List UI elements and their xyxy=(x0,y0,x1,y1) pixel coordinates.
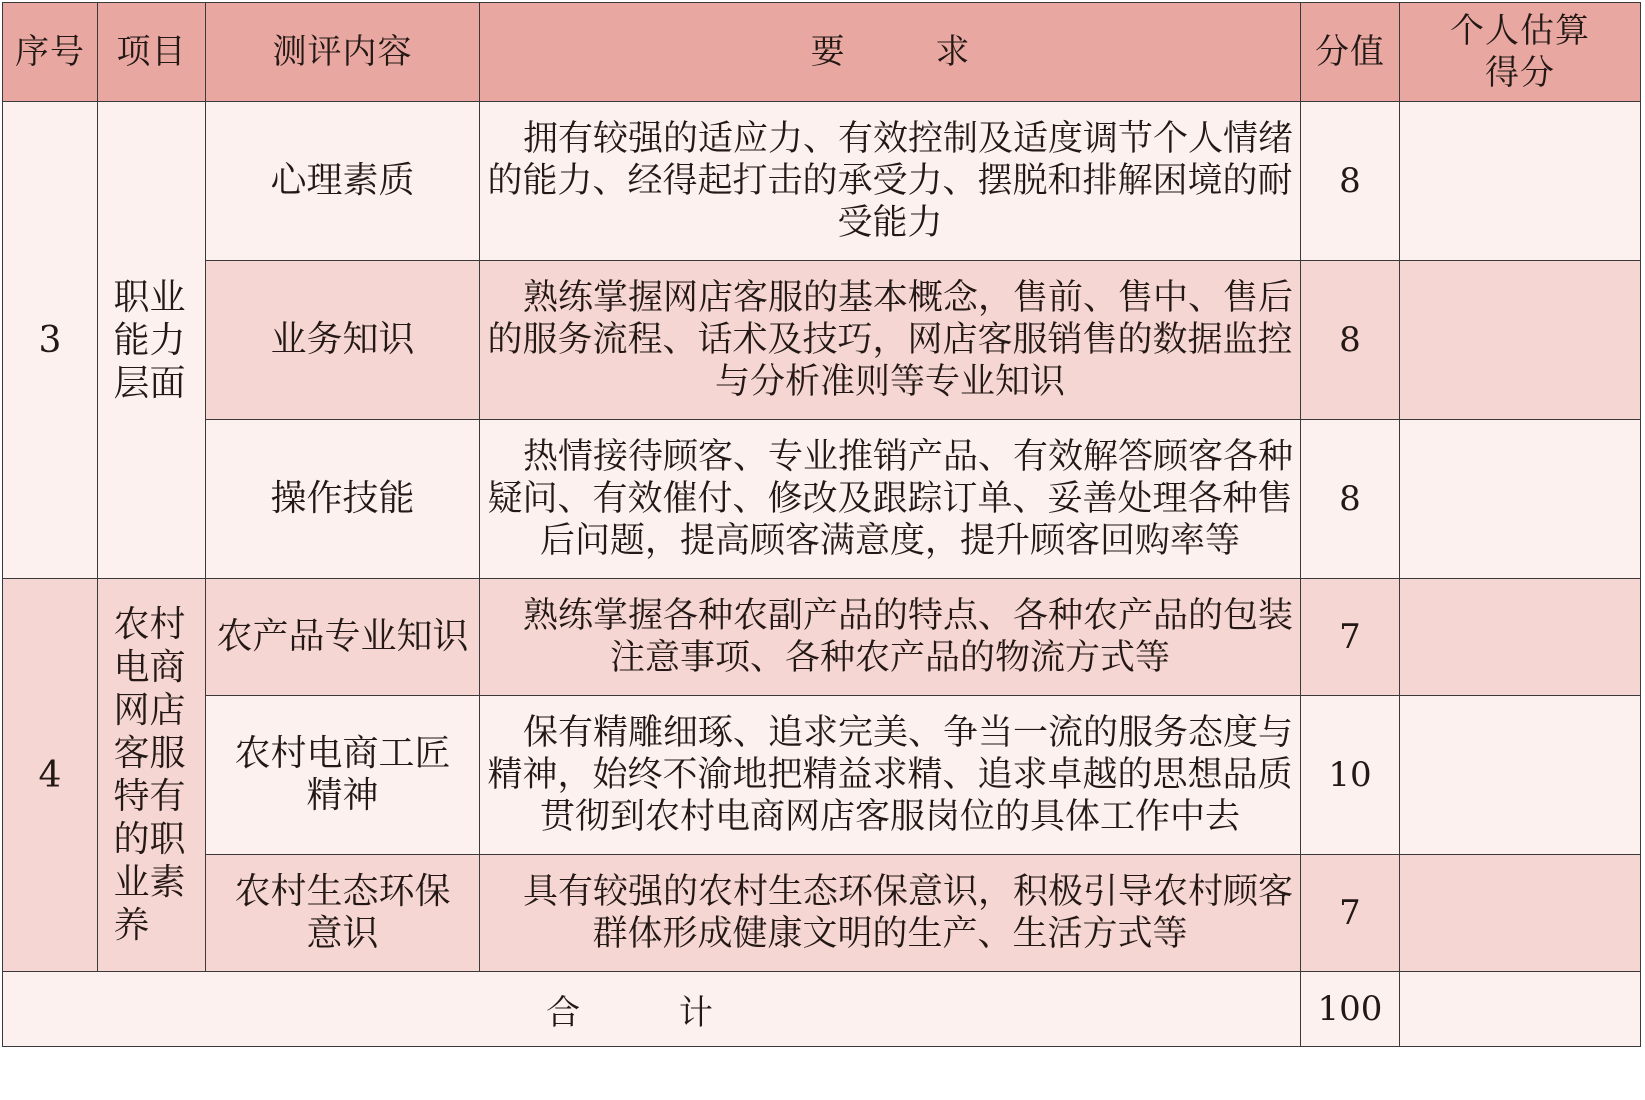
header-seq: 序号 xyxy=(3,3,98,102)
header-topic: 测评内容 xyxy=(206,3,480,102)
requirement-cell: 具有较强的农村生态环保意识，积极引导农村顾客群体形成健康文明的生产、生活方式等 xyxy=(480,855,1301,972)
estimate-cell[interactable] xyxy=(1400,102,1641,261)
total-row xyxy=(3,972,1641,1047)
header-score: 分值 xyxy=(1301,3,1400,102)
estimate-cell[interactable] xyxy=(1400,855,1641,972)
total-score: 100 xyxy=(1301,972,1400,1047)
topic-cell: 业务知识 xyxy=(206,261,480,420)
score-cell: 8 xyxy=(1301,261,1400,420)
group-item: 农村电商网店客服特有的职业素养 xyxy=(98,579,206,972)
total-label: 合 计 xyxy=(3,972,1301,1047)
group-seq: 4 xyxy=(3,579,98,972)
requirement-cell: 拥有较强的适应力、有效控制及适度调节个人情绪的能力、经得起打击的承受力、摆脱和排解困境的耐受能力 xyxy=(480,102,1301,261)
estimate-cell[interactable] xyxy=(1400,261,1641,420)
table-row xyxy=(3,579,1641,696)
requirement-cell: 保有精雕细琢、追求完美、争当一流的服务态度与精神，始终不渝地把精益求精、追求卓越的思想品质贯彻到农村电商网店客服岗位的具体工作中去 xyxy=(480,696,1301,855)
header-requirement: 要 求 xyxy=(480,3,1301,102)
total-estimate[interactable] xyxy=(1400,972,1641,1047)
evaluation-table-container xyxy=(2,2,1641,1047)
score-cell: 8 xyxy=(1301,420,1400,579)
table-row xyxy=(3,261,1641,420)
table-row xyxy=(3,420,1641,579)
score-cell: 7 xyxy=(1301,855,1400,972)
requirement-cell: 熟练掌握各种农副产品的特点、各种农产品的包装注意事项、各种农产品的物流方式等 xyxy=(480,579,1301,696)
topic-cell: 农村生态环保意识 xyxy=(206,855,480,972)
estimate-cell[interactable] xyxy=(1400,696,1641,855)
header-row xyxy=(3,3,1641,102)
table-row xyxy=(3,855,1641,972)
score-cell: 8 xyxy=(1301,102,1400,261)
requirement-cell: 热情接待顾客、专业推销产品、有效解答顾客各种疑问、有效催付、修改及跟踪订单、妥善处理各种售后问题，提高顾客满意度，提升顾客回购率等 xyxy=(480,420,1301,579)
topic-cell: 农村电商工匠精神 xyxy=(206,696,480,855)
evaluation-table xyxy=(2,2,1641,1047)
group-item: 职业能力层面 xyxy=(98,102,206,579)
requirement-cell: 熟练掌握网店客服的基本概念，售前、售中、售后的服务流程、话术及技巧，网店客服销售的数据监控与分析准则等专业知识 xyxy=(480,261,1301,420)
topic-cell: 心理素质 xyxy=(206,102,480,261)
estimate-cell[interactable] xyxy=(1400,420,1641,579)
topic-cell: 农产品专业知识 xyxy=(206,579,480,696)
estimate-cell[interactable] xyxy=(1400,579,1641,696)
header-item: 项目 xyxy=(98,3,206,102)
score-cell: 7 xyxy=(1301,579,1400,696)
score-cell: 10 xyxy=(1301,696,1400,855)
header-estimate: 个人估算得分 xyxy=(1400,3,1641,102)
table-row xyxy=(3,696,1641,855)
topic-cell: 操作技能 xyxy=(206,420,480,579)
group-seq: 3 xyxy=(3,102,98,579)
table-row xyxy=(3,102,1641,261)
